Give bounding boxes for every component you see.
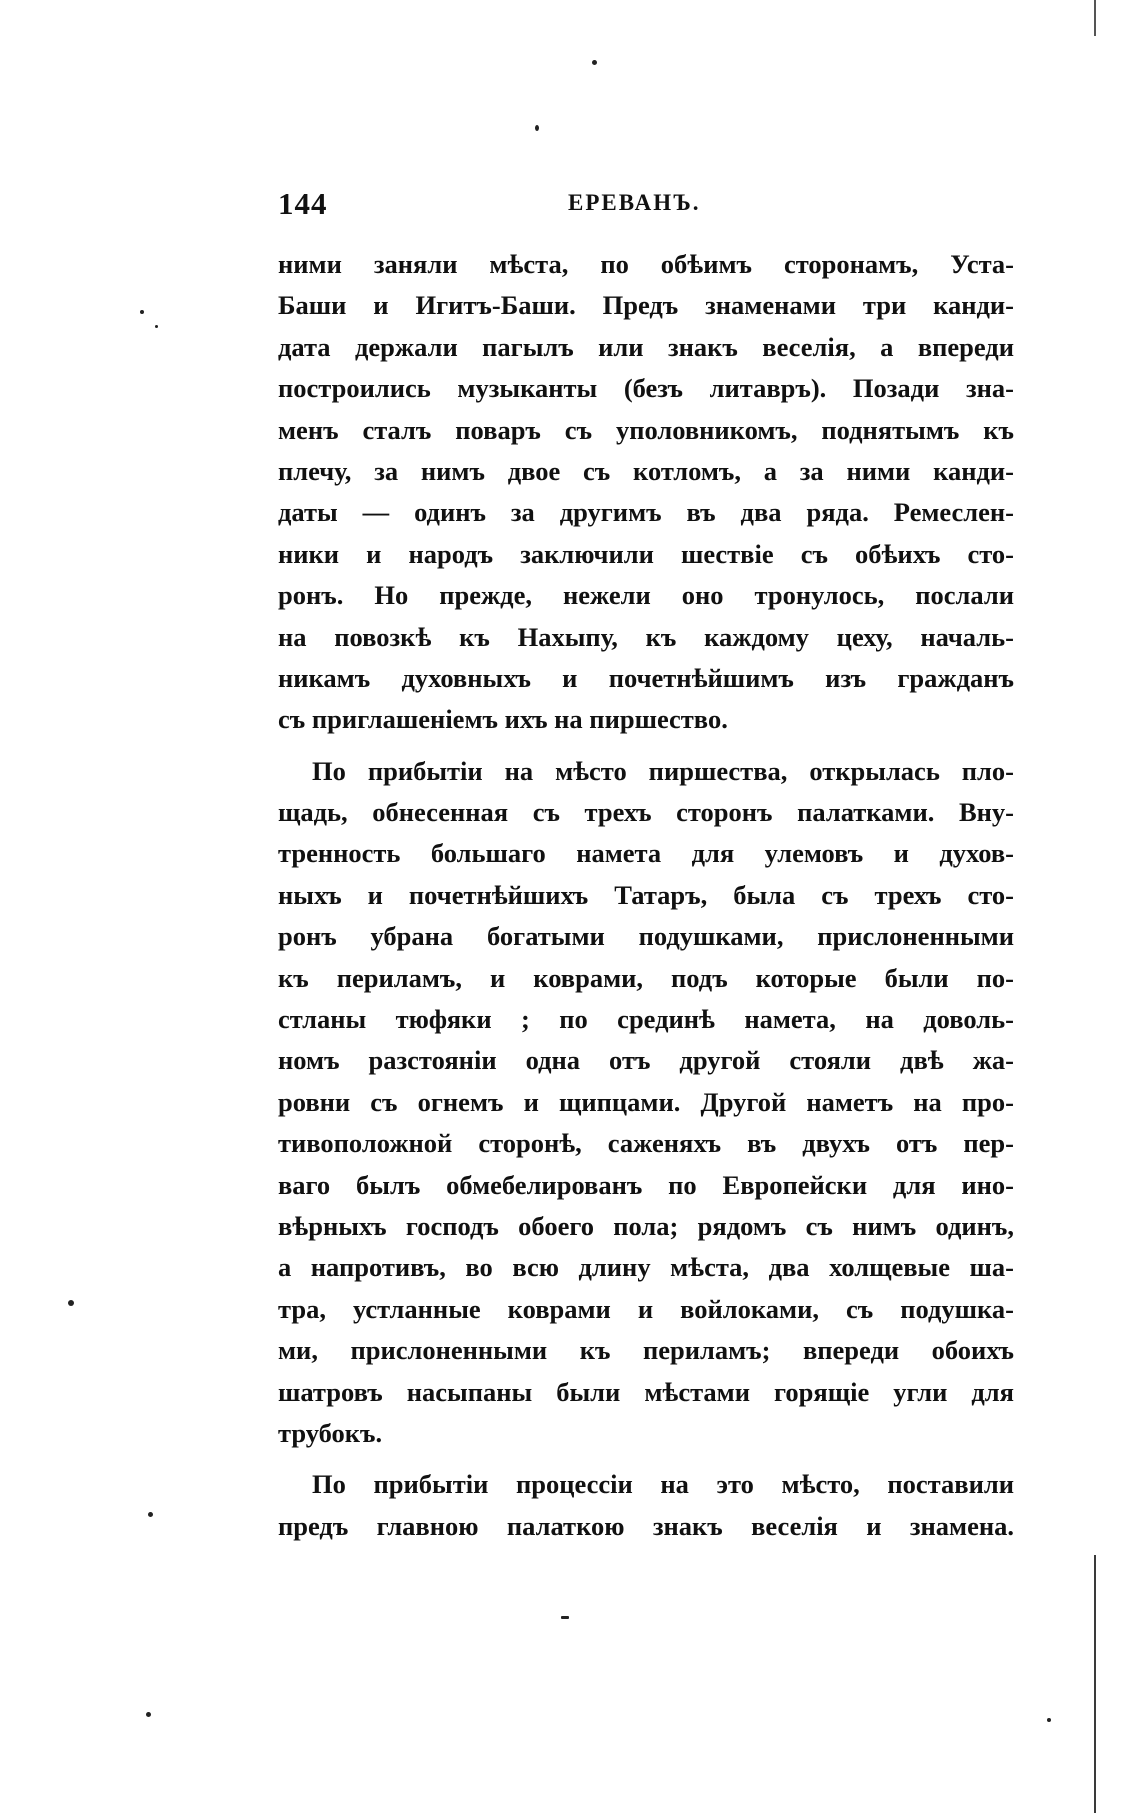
text-line: трубокъ. [278,1417,383,1448]
page-edge-line-bottom [1094,1555,1096,1813]
scan-speck [148,1512,153,1517]
text-line: ронъ. Но прежде, нежели оно тронулось, послали [278,580,1014,611]
text-line: ними заняли мѣста, по обѣимъ сторонамъ, Уста- [278,249,1014,279]
text-line: номъ разстояніи одна отъ другой стояли двѣ жа- [278,1045,1014,1076]
text-line: стланы тюфяки ; по срединѣ намета, на доволь- [278,1004,1014,1035]
paragraph-2 [278,751,1014,1455]
page-header [278,186,1016,226]
text-line: ми, прислоненными къ периламъ; впереди обоихъ [278,1335,1014,1366]
text-line: ровни съ огнемъ и щипцами. Другой наметъ на про- [278,1086,1014,1117]
scan-speck [155,325,158,328]
text-line: шатровъ насыпаны были мѣстами горящіе угли для [278,1376,1014,1407]
text-line: на повозкѣ къ Нахыпу, къ каждому цеху, началь- [278,621,1014,652]
scan-speck [68,1300,74,1306]
text-line: тра, устланные коврами и войлоками, съ подушка- [278,1293,1014,1324]
text-line: ваго былъ обмебелированъ по Европейски для ино- [278,1169,1014,1200]
scan-speck [146,1712,151,1717]
text-line: никамъ духовныхъ и почетнѣйшимъ изъ гражданъ [278,662,1014,693]
text-line: ронъ убрана богатыми подушками, прислоненными [278,921,1014,952]
text-line: къ периламъ, и коврами, подъ которые были по- [278,962,1014,993]
text-line: Баши и Игитъ-Баши. Предъ знаменами три канди- [278,290,1014,321]
paragraph-3 [278,1464,1014,1547]
page-edge-line-top [1094,0,1096,36]
text-line: дата держали пагылъ или знакъ веселія, а впереди [278,331,1014,362]
text-line: предъ главною палаткою знакъ веселія и знамена. [278,1510,1014,1541]
scan-speck [561,1616,569,1619]
scan-speck [592,60,597,65]
paragraph-1 [278,244,1014,741]
text-line: ники и народъ заключили шествіе съ обѣихъ сто- [278,538,1014,569]
body-text [278,244,1014,1547]
text-line: построились музыканты (безъ литавръ). Позади зна- [278,373,1014,404]
text-line: даты — одинъ за другимъ въ два ряда. Ремеслен- [278,497,1014,528]
running-head: ЕРЕВАНЪ. [568,190,701,215]
text-line: а напротивъ, во всю длину мѣста, два холщевые ша- [278,1252,1014,1283]
scan-speck [140,310,144,314]
text-line: щадь, обнесенная съ трехъ сторонъ палатками. Вну- [278,797,1014,828]
text-line: тренность большаго намета для улемовъ и духов- [278,838,1014,869]
text-line: тивоположной сторонѣ, саженяхъ въ двухъ отъ пер- [278,1128,1014,1159]
text-line: По прибытіи на мѣсто пиршества, открылась пло- [312,755,1014,786]
text-line: менъ сталъ поваръ съ уполовникомъ, поднятымъ къ [278,414,1014,445]
text-line: съ приглашеніемъ ихъ на пиршество. [278,704,728,735]
text-line: вѣрныхъ господъ обоего пола; рядомъ съ нимъ одинъ, [278,1210,1014,1241]
scan-speck [1047,1718,1051,1722]
text-line: По прибытіи процессіи на это мѣсто, поставили [312,1469,1014,1500]
page-number: 144 [278,186,328,221]
text-line: плечу, за нимъ двое съ котломъ, а за ними канди- [278,455,1014,486]
text-line: ныхъ и почетнѣйшихъ Татаръ, была съ трехъ сто- [278,879,1014,910]
scan-speck [535,125,539,131]
